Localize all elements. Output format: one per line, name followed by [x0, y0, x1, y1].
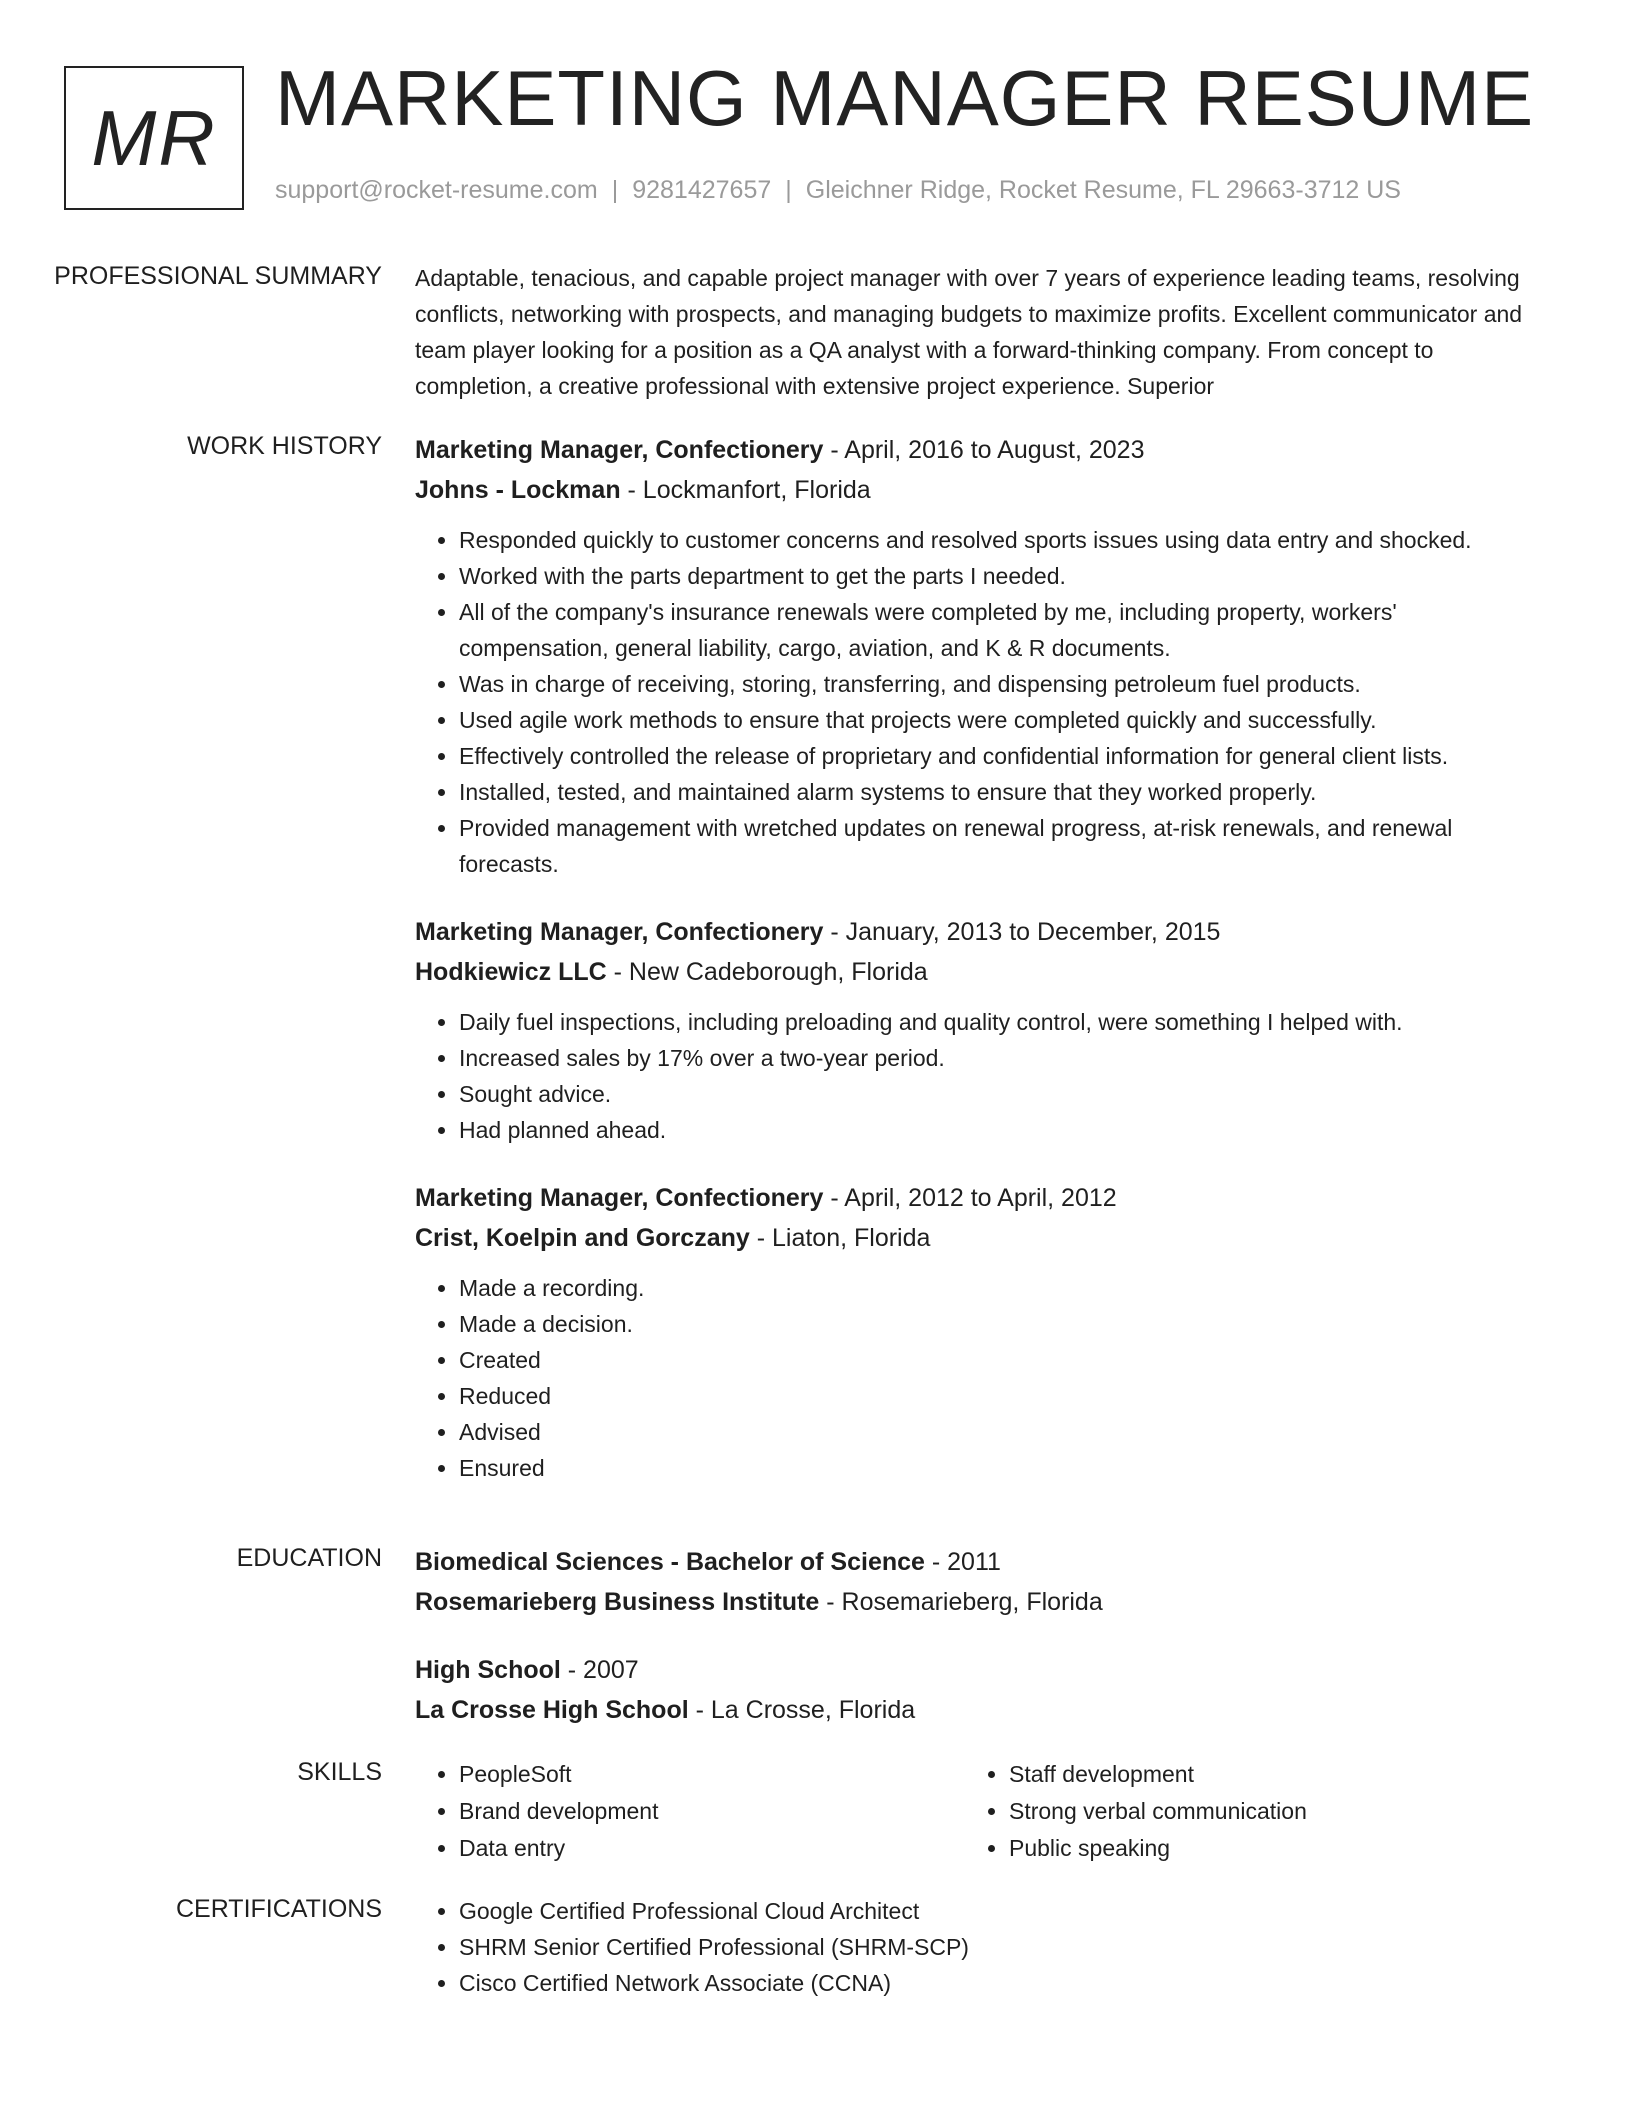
skills-list: [965, 1756, 1515, 1867]
education-school: La Crosse High School: [415, 1696, 689, 1724]
section-education: [0, 1542, 1632, 1730]
job-entry: [415, 430, 1530, 882]
job-role-line: [415, 1178, 1530, 1218]
job-bullet: • Provided management with wretched updates on renewal progress, at-risk renewals, and renewal forecasts.: [459, 810, 1530, 882]
skill-item: • Strong verbal communication: [1009, 1793, 1515, 1830]
job-company-line: [415, 1218, 1530, 1258]
monogram-box: [64, 66, 244, 210]
job-role: Marketing Manager, Confectionery: [415, 436, 824, 464]
education-year: - 2007: [560, 1656, 639, 1684]
certification-item: • Cisco Certified Network Associate (CCNA): [459, 1965, 1530, 2001]
job-dates: - January, 2013 to December, 2015: [823, 918, 1221, 946]
section-title: SKILLS: [297, 1758, 382, 1786]
job-role-line: [415, 912, 1530, 952]
education-degree: Biomedical Sciences - Bachelor of Science: [415, 1548, 925, 1576]
section-title: EDUCATION: [236, 1544, 382, 1572]
skills-grid: [415, 1756, 1530, 1867]
job-bullet: • Reduced: [459, 1378, 1530, 1414]
job-company: Crist, Koelpin and Gorczany: [415, 1224, 750, 1252]
job-bullets: [415, 1004, 1530, 1148]
section-title: PROFESSIONAL SUMMARY: [54, 262, 382, 290]
skills-column: [965, 1756, 1515, 1867]
job-bullet: • Sought advice.: [459, 1076, 1530, 1112]
education-school-line: [415, 1582, 1530, 1622]
education-year: - 2011: [924, 1548, 1001, 1576]
contact-separator: |: [611, 176, 619, 204]
job-bullet: • Made a recording.: [459, 1270, 1530, 1306]
job-bullet: • Made a decision.: [459, 1306, 1530, 1342]
section-work-history: [0, 430, 1632, 1516]
job-bullet: • All of the company's insurance renewals were completed by me, including property, workers' compensation, general liability, cargo, aviation, and K & R documents.: [459, 594, 1530, 666]
job-role: Marketing Manager, Confectionery: [415, 1184, 824, 1212]
resume-title: MARKETING MANAGER RESUME: [275, 54, 1535, 142]
skills-list: [415, 1756, 965, 1867]
job-company-line: [415, 952, 1530, 992]
resume-content: [0, 260, 1632, 2027]
contact-email[interactable]: support@rocket-resume.com: [275, 176, 598, 204]
skills-column: [415, 1756, 965, 1867]
job-bullet: • Was in charge of receiving, storing, transferring, and dispensing petroleum fuel products.: [459, 666, 1530, 702]
section-skills: [0, 1756, 1632, 1867]
contact-separator: |: [785, 176, 792, 204]
job-entry: [415, 912, 1530, 1148]
job-role-line: [415, 430, 1530, 470]
education-degree: High School: [415, 1656, 561, 1684]
job-location: - Lockmanfort, Florida: [620, 476, 871, 504]
job-bullet: • Effectively controlled the release of proprietary and confidential information for general client lists.: [459, 738, 1530, 774]
job-bullet: • Worked with the parts department to get the parts I needed.: [459, 558, 1530, 594]
job-bullets: [415, 1270, 1530, 1486]
education-location: - Rosemarieberg, Florida: [819, 1588, 1103, 1616]
job-location: - New Cadeborough, Florida: [606, 958, 928, 986]
certifications-list: [415, 1893, 1530, 2001]
section-title: WORK HISTORY: [187, 432, 382, 460]
section-body: [415, 1542, 1530, 1730]
section-body: [415, 260, 1530, 404]
section-professional-summary: [0, 260, 1632, 404]
section-body: [415, 430, 1530, 1516]
job-bullets: [415, 522, 1530, 882]
skill-item: • Data entry: [459, 1830, 965, 1867]
job-dates: - April, 2016 to August, 2023: [823, 436, 1145, 464]
education-entry: [415, 1542, 1530, 1622]
job-role: Marketing Manager, Confectionery: [415, 918, 824, 946]
job-bullet: • Responded quickly to customer concerns and resolved sports issues using data entry and shocked.: [459, 522, 1530, 558]
job-dates: - April, 2012 to April, 2012: [823, 1184, 1117, 1212]
contact-phone[interactable]: 9281427657: [632, 176, 772, 204]
job-bullet: • Advised: [459, 1414, 1530, 1450]
section-body: [415, 1893, 1530, 2001]
contact-line: [275, 176, 1401, 205]
education-degree-line: [415, 1542, 1530, 1582]
education-school: Rosemarieberg Business Institute: [415, 1588, 820, 1616]
job-bullet: • Daily fuel inspections, including preloading and quality control, were something I helped with.: [459, 1004, 1530, 1040]
contact-address: Gleichner Ridge, Rocket Resume, FL 29663-3712 US: [805, 176, 1401, 204]
job-bullet: • Increased sales by 17% over a two-year period.: [459, 1040, 1530, 1076]
skill-item: • Brand development: [459, 1793, 965, 1830]
skill-item: • Staff development: [1009, 1756, 1515, 1793]
certification-item: • Google Certified Professional Cloud Architect: [459, 1893, 1530, 1929]
monogram-text: MR: [91, 93, 217, 182]
section-certifications: [0, 1893, 1632, 2001]
skill-item: • PeopleSoft: [459, 1756, 965, 1793]
job-location: - Liaton, Florida: [749, 1224, 931, 1252]
education-degree-line: [415, 1650, 1530, 1690]
job-bullet: • Used agile work methods to ensure that projects were completed quickly and successfully.: [459, 702, 1530, 738]
job-company: Johns - Lockman: [415, 476, 621, 504]
certification-item: • SHRM Senior Certified Professional (SHRM-SCP): [459, 1929, 1530, 1965]
education-school-line: [415, 1690, 1530, 1730]
job-bullet: • Had planned ahead.: [459, 1112, 1530, 1148]
job-bullet: • Created: [459, 1342, 1530, 1378]
education-entry: [415, 1650, 1530, 1730]
job-company-line: [415, 470, 1530, 510]
job-bullet: • Ensured: [459, 1450, 1530, 1486]
job-company: Hodkiewicz LLC: [415, 958, 607, 986]
job-bullet: • Installed, tested, and maintained alarm systems to ensure that they worked properly.: [459, 774, 1530, 810]
skill-item: • Public speaking: [1009, 1830, 1515, 1867]
summary-text: Adaptable, tenacious, and capable project manager with over 7 years of experience leading teams, resolving conflicts, networking with prospects, and managing budgets to maximize profits. Excellent communicator and team player looking for a position as a QA analyst with a forward-thinking company. From concept to completion, a creative professional with extensive project experience. Superior: [415, 265, 1523, 399]
education-location: - La Crosse, Florida: [688, 1696, 916, 1724]
job-entry: [415, 1178, 1530, 1486]
section-title: CERTIFICATIONS: [175, 1895, 382, 1923]
